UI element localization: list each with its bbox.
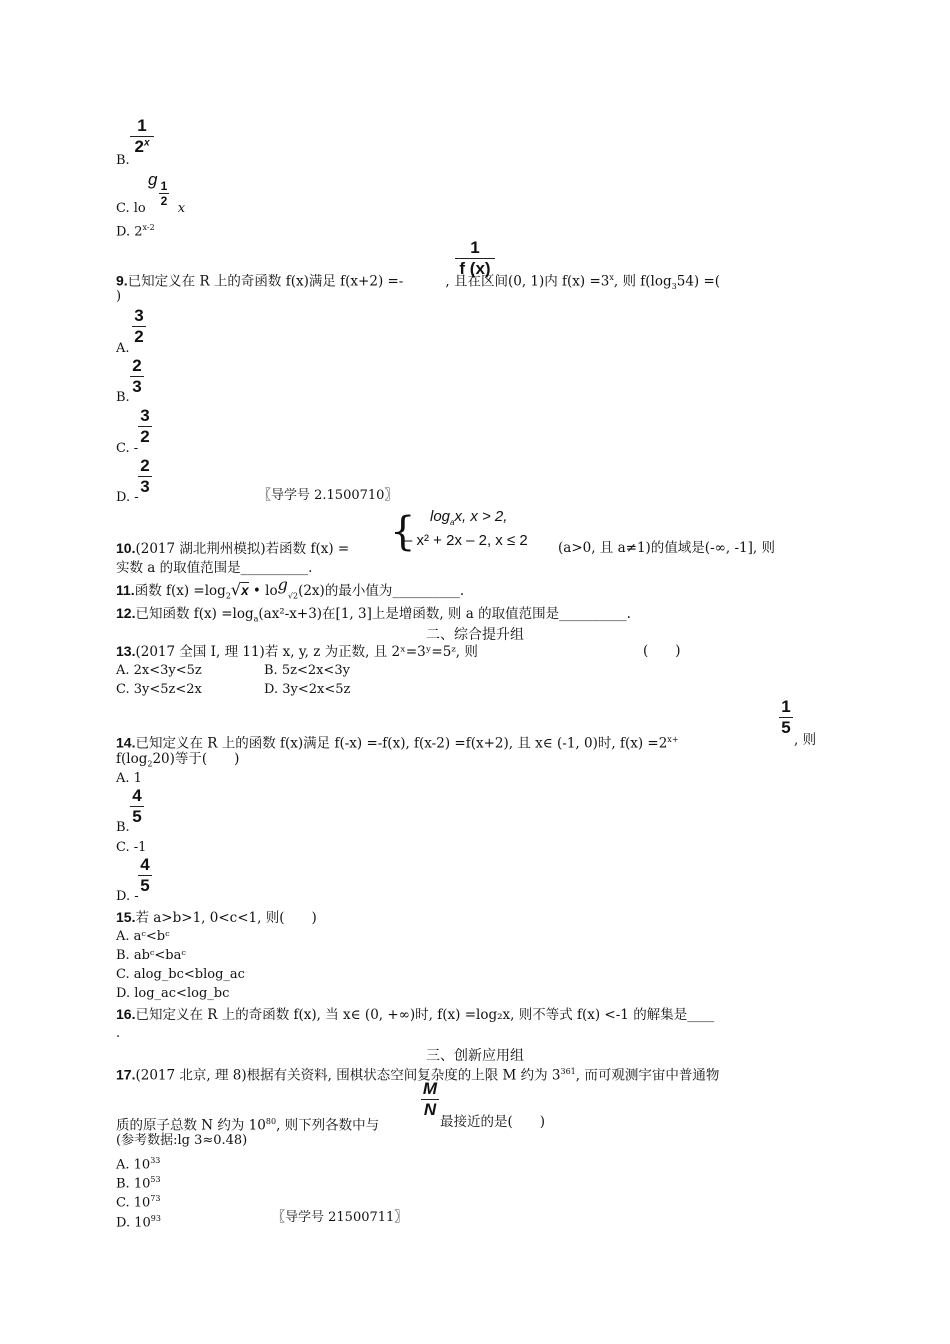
question-number: 11. bbox=[116, 582, 135, 598]
numerator: 1 bbox=[781, 697, 791, 716]
q15-option-c[interactable]: C. alog_bc<blog_ac bbox=[116, 967, 245, 982]
question-text: , 则下列各数中与 bbox=[276, 1117, 380, 1134]
q13-paren: ( ) bbox=[643, 643, 681, 659]
q8-optC-g: g bbox=[148, 170, 158, 189]
q14-option-b[interactable]: B. bbox=[116, 820, 130, 835]
sqrt-sign: √ bbox=[230, 580, 242, 599]
denominator: 5 bbox=[138, 875, 152, 896]
q9-optA-fraction bbox=[132, 306, 146, 347]
numerator: 3 bbox=[134, 306, 144, 325]
question-text: , 则 f(log bbox=[613, 273, 672, 290]
numerator: 1 bbox=[470, 238, 480, 257]
q8-optB-fraction bbox=[130, 116, 154, 157]
q17-line2-tail: 最接近的是( ) bbox=[440, 1114, 546, 1130]
q9-reference: 〖导学号 2.1500710〗 bbox=[258, 488, 398, 503]
q9-optD-fraction bbox=[138, 456, 152, 497]
q10-case1 bbox=[430, 508, 507, 527]
denominator: 2 bbox=[160, 194, 168, 208]
denominator: f (x) bbox=[455, 258, 495, 279]
option-label: A. 10 bbox=[116, 1157, 151, 1173]
option-label: C. 10 bbox=[116, 1195, 151, 1211]
question-text: 已知定义在 R 上的奇函数 f(x)满足 f(x+2) =- bbox=[127, 273, 404, 290]
section-heading-3: 三、创新应用组 bbox=[426, 1048, 524, 1064]
exponent-plus: + bbox=[671, 735, 679, 744]
q17-option-c[interactable] bbox=[116, 1191, 160, 1211]
question-text: 已知函数 f(x) =log bbox=[135, 606, 254, 622]
q13-option-c[interactable]: C. 3y<5z<2x bbox=[116, 682, 202, 697]
q14-optB-fraction bbox=[130, 786, 144, 827]
option-label: C. lo bbox=[116, 201, 146, 216]
question-number: 10. bbox=[116, 540, 136, 556]
exponent: 361 bbox=[560, 1067, 576, 1076]
case-text: x, x > 2, bbox=[454, 508, 508, 525]
question-text: • lo bbox=[248, 583, 278, 599]
numerator: 1 bbox=[160, 179, 168, 193]
q11-line bbox=[116, 575, 465, 605]
question-text: 20)等于( ) bbox=[152, 751, 240, 767]
q10-line2: 实数 a 的取值范围是__________. bbox=[116, 560, 313, 576]
question-number: 12. bbox=[116, 605, 136, 621]
subscript: 3 bbox=[671, 282, 677, 292]
q14-option-d[interactable]: D. - bbox=[116, 889, 139, 904]
fraction-bar bbox=[130, 136, 154, 157]
q14-fraction bbox=[779, 697, 793, 738]
numerator: 1 bbox=[137, 116, 147, 135]
q10-line1 bbox=[116, 540, 349, 557]
denominator: 3 bbox=[130, 376, 144, 397]
q9-option-a[interactable]: A. bbox=[116, 341, 130, 356]
denominator: 5 bbox=[779, 717, 793, 738]
numerator: 3 bbox=[140, 406, 150, 425]
question-text: f(log bbox=[116, 751, 148, 767]
option-var: x bbox=[177, 201, 186, 216]
q14-line1-tail: , 则 bbox=[794, 732, 817, 748]
q9-line2: ) bbox=[116, 289, 122, 304]
q15-option-a[interactable]: A. aᶜ<bᶜ bbox=[116, 929, 170, 944]
section-heading-2: 二、综合提升组 bbox=[426, 627, 524, 643]
q14-line2 bbox=[116, 751, 239, 773]
numerator: M bbox=[422, 1079, 438, 1098]
question-text: 已知定义在 R 上的函数 f(x)满足 f(-x) =-f(x), f(x-2) =f(x+2), 且 x∈ (-1, 0)时, f(x) =2 bbox=[135, 735, 668, 752]
q13-option-a[interactable]: A. 2x<3y<5z bbox=[116, 663, 202, 678]
q13-option-b[interactable]: B. 5z<2x<3y bbox=[264, 663, 350, 678]
exponent: 33 bbox=[150, 1156, 161, 1165]
q9-option-c[interactable]: C. - bbox=[116, 441, 139, 456]
sqrt-radicand: x bbox=[241, 583, 249, 598]
case-text: log bbox=[430, 508, 451, 525]
q15-option-d[interactable]: D. log_ac<log_bc bbox=[116, 986, 230, 1001]
question-number: 14. bbox=[116, 734, 136, 751]
q17-option-b[interactable] bbox=[116, 1172, 161, 1192]
question-number: 15. bbox=[116, 909, 136, 925]
option-label: D. 10 bbox=[116, 1215, 151, 1231]
exponent: 80 bbox=[265, 1117, 277, 1126]
q14-option-a[interactable]: A. 1 bbox=[116, 771, 142, 786]
numerator: 4 bbox=[132, 786, 142, 805]
q10-brace: { bbox=[390, 509, 416, 555]
question-number: 9. bbox=[116, 272, 128, 289]
q8-option-b[interactable] bbox=[116, 153, 130, 169]
question-text: 若 a>b>1, 0<c<1, 则( ) bbox=[135, 910, 317, 926]
q15-option-b[interactable]: B. abᶜ<baᶜ bbox=[116, 948, 186, 963]
subscript: 2 bbox=[147, 759, 153, 769]
q17-line1 bbox=[116, 1064, 719, 1084]
denominator: 2 bbox=[132, 326, 146, 347]
q16-line bbox=[116, 1006, 714, 1023]
subscript: 2 bbox=[225, 591, 231, 601]
question-number: 13. bbox=[116, 643, 136, 659]
exponent: x bbox=[609, 273, 614, 282]
q14-optD-fraction bbox=[138, 855, 152, 896]
denominator: 3 bbox=[138, 476, 152, 497]
q9-option-d[interactable]: D. - bbox=[116, 490, 139, 505]
exponent: 93 bbox=[150, 1214, 161, 1223]
q9-option-b[interactable]: B. bbox=[116, 390, 130, 405]
exponent: 53 bbox=[150, 1175, 161, 1184]
numerator: 4 bbox=[140, 855, 150, 874]
option-label: B. 10 bbox=[116, 1176, 151, 1192]
subscript: a bbox=[253, 614, 259, 624]
denominator: N bbox=[421, 1099, 439, 1120]
question-text: (2017 北京, 理 8)根据有关资料, 围棋状态空间复杂度的上限 M 约为 3 bbox=[135, 1067, 561, 1084]
denominator: 5 bbox=[130, 806, 144, 827]
q17-fraction bbox=[421, 1079, 439, 1120]
q13-line bbox=[116, 643, 478, 660]
q17-note: (参考数据:lg 3≈0.48) bbox=[116, 1133, 248, 1148]
q9-optB-fraction bbox=[130, 356, 144, 397]
q9-optC-fraction bbox=[138, 406, 152, 447]
q16-line2: . bbox=[116, 1026, 121, 1041]
question-text: , 且在区间(0, 1)内 f(x) =3 bbox=[445, 273, 610, 290]
denominator-exponent: x bbox=[143, 137, 150, 149]
exponent: x bbox=[667, 735, 672, 744]
q8-option-c[interactable] bbox=[116, 201, 185, 217]
denominator: 2 bbox=[134, 137, 144, 156]
q17-reference: 〖导学号 21500711〗 bbox=[272, 1210, 408, 1225]
question-text: 已知定义在 R 上的奇函数 f(x), 当 x∈ (0, +∞)时, f(x) =log₂x, 则不等式 f(x) <-1 的解集是____ bbox=[135, 1007, 715, 1023]
question-number: 17. bbox=[116, 1066, 136, 1083]
q17-line2 bbox=[116, 1114, 379, 1134]
numerator: 2 bbox=[140, 456, 150, 475]
q8-option-d[interactable] bbox=[116, 220, 155, 240]
q13-option-d[interactable]: D. 3y<2x<5z bbox=[264, 682, 351, 697]
option-label: D. 2 bbox=[116, 224, 143, 240]
question-text: 质的原子总数 N 约为 10 bbox=[116, 1117, 266, 1134]
q10-line1-tail: (a>0, 且 a≠1)的值域是(-∞, -1], 则 bbox=[558, 540, 775, 556]
q14-line1 bbox=[116, 732, 679, 752]
numerator: 2 bbox=[132, 356, 142, 375]
question-text: 函数 f(x) =log bbox=[134, 583, 226, 599]
question-text: (ax²-x+3)在[1, 3]上是增函数, 则 a 的取值范围是__________. bbox=[258, 606, 631, 622]
question-text: (2017 全国 Ⅰ, 理 11)若 x, y, z 为正数, 且 2ˣ=3ʸ=5ᶻ, 则 bbox=[135, 644, 478, 660]
subscript: √2 bbox=[287, 591, 299, 601]
q15-line bbox=[116, 909, 317, 926]
question-text: 54) =( bbox=[676, 273, 721, 290]
question-text: (2x)的最小值为__________. bbox=[298, 583, 465, 599]
question-number: 16. bbox=[116, 1006, 136, 1022]
option-label: B. bbox=[116, 153, 130, 168]
question-text: (2017 湖北荆州模拟)若函数 f(x) = bbox=[135, 541, 350, 557]
exponent: x-2 bbox=[142, 223, 155, 232]
denominator: 2 bbox=[138, 426, 152, 447]
q14-option-c[interactable]: C. -1 bbox=[116, 840, 147, 855]
question-text: , 而可观测宇宙中普通物 bbox=[575, 1067, 720, 1084]
q10-case2: – x² + 2x – 2, x ≤ 2 bbox=[404, 532, 528, 549]
g-letter: g bbox=[277, 575, 288, 594]
exponent: 73 bbox=[150, 1194, 161, 1203]
q17-option-d[interactable] bbox=[116, 1211, 161, 1231]
q17-option-a[interactable] bbox=[116, 1153, 160, 1173]
q9-line1 bbox=[116, 270, 720, 295]
subscript: a bbox=[450, 518, 455, 527]
